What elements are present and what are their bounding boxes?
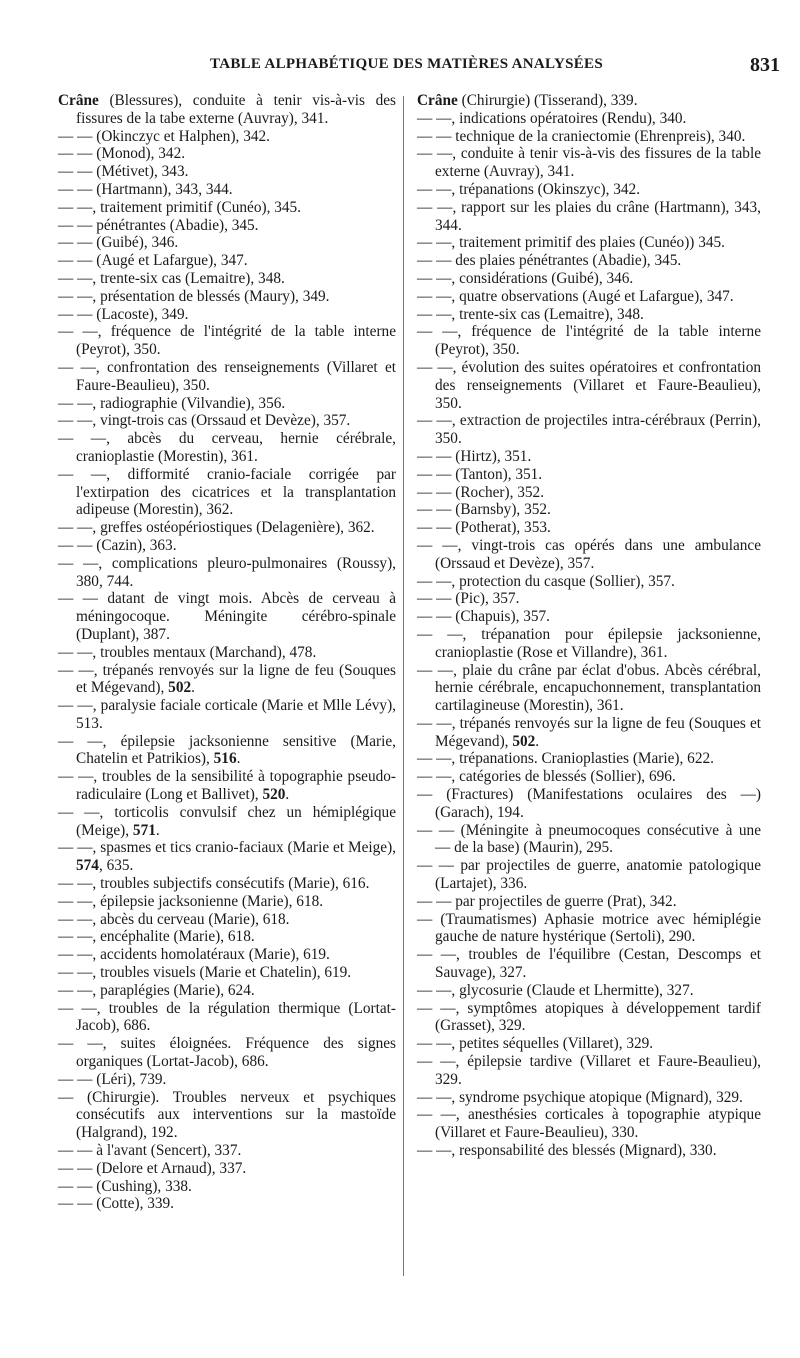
index-entry: — —, trépanations (Okinszyc), 342. bbox=[417, 180, 641, 198]
index-entry: — —, encéphalite (Marie), 618. bbox=[58, 928, 255, 946]
index-entry: — —, symptômes atopiques à développement tardif (Grasset), 329. bbox=[417, 999, 761, 1035]
index-entry: — —, trépanés renvoyés sur la ligne de feu (Souques et Mégevand), 502. bbox=[58, 661, 396, 697]
index-entry: — — (Chapuis), 357. bbox=[417, 608, 550, 626]
index-entry: — —, anesthésies corticales à topographie atypique (Villaret et Faure-Beaulieu), 330. bbox=[417, 1106, 761, 1142]
index-entry: — —, troubles de la sensibilité à topographie pseudo-radiculaire (Long et Ballivet), 520. bbox=[58, 768, 396, 804]
index-entry: — —, accidents homolatéraux (Marie), 619. bbox=[58, 946, 330, 964]
index-entry: — —, complications pleuro-pulmonaires (Roussy), 380, 744. bbox=[58, 554, 396, 590]
index-entry: — — des plaies pénétrantes (Abadie), 345. bbox=[417, 252, 682, 270]
header-title: TABLE ALPHABÉTIQUE DES MATIÈRES ANALYSÉES bbox=[210, 56, 603, 72]
index-entry: — —, abcès du cerveau, hernie cérébrale, cranioplastie (Morestin), 361. bbox=[58, 430, 396, 465]
index-entry: — —, quatre observations (Augé et Lafargue), 347. bbox=[417, 287, 734, 305]
index-entry: — —, troubles visuels (Marie et Chatelin), 619. bbox=[58, 964, 352, 982]
index-entry: — —, traitement primitif (Cunéo), 345. bbox=[58, 198, 302, 216]
index-entry: — —, trente-six cas (Lemaitre), 348. bbox=[58, 269, 285, 287]
left-column bbox=[58, 92, 396, 1213]
index-entry: — — par projectiles de guerre (Prat), 342. bbox=[417, 892, 677, 910]
right-column bbox=[417, 92, 761, 1160]
index-entry: — —, troubles de l'équilibre (Cestan, Descomps et Sauvage), 327. bbox=[417, 946, 761, 982]
index-entry: — — technique de la craniectomie (Ehrenpreis), 340. bbox=[417, 127, 746, 145]
index-entry: — —, traitement primitif des plaies (Cunéo)) 345. bbox=[417, 234, 725, 252]
index-entry: — —, suites éloignées. Fréquence des signes organiques (Lortat-Jacob), 686. bbox=[58, 1035, 396, 1071]
index-entry: — — (Augé et Lafargue), 347. bbox=[58, 252, 248, 270]
index-entry: — — pénétrantes (Abadie), 345. bbox=[58, 216, 259, 234]
index-entry: — — à l'avant (Sencert), 337. bbox=[58, 1142, 242, 1160]
index-entry: — —, paraplégies (Marie), 624. bbox=[58, 981, 255, 999]
running-header bbox=[60, 54, 780, 80]
index-entry: — —, abcès du cerveau (Marie), 618. bbox=[58, 910, 290, 928]
index-entry: — —, évolution des suites opératoires et confrontation des renseignements (Villaret et Faure-Beaulieu), 350. bbox=[417, 358, 761, 412]
index-entry: — — (Barnsby), 352. bbox=[417, 501, 551, 519]
index-entry: Crâne (Chirurgie) (Tisserand), 339. bbox=[417, 92, 638, 109]
index-entry: — —, extraction de projectiles intra-cérébraux (Perrin), 350. bbox=[417, 412, 761, 448]
index-entry: — —, paralysie faciale corticale (Marie et Mlle Lévy), 513. bbox=[58, 697, 396, 732]
index-entry: — — (Okinczyc et Halphen), 342. bbox=[58, 127, 270, 145]
index-entry: — — (Guibé), 346. bbox=[58, 234, 179, 252]
index-entry: — —, vingt-trois cas opérés dans une ambulance (Orssaud et Devèze), 357. bbox=[417, 536, 761, 572]
index-entry: — — (Tanton), 351. bbox=[417, 465, 543, 483]
index-entry: — — (Métivet), 343. bbox=[58, 163, 189, 181]
index-entry: — —, trépanations. Cranioplasties (Marie), 622. bbox=[417, 750, 714, 768]
column-divider bbox=[403, 96, 404, 1276]
index-entry: — — (Pic), 357. bbox=[417, 590, 520, 608]
index-entry: — —, troubles subjectifs consécutifs (Marie), 616. bbox=[58, 875, 370, 893]
index-entry: — —, catégories de blessés (Sollier), 696. bbox=[417, 768, 676, 786]
index-entry: — — (Potherat), 353. bbox=[417, 519, 551, 537]
index-entry: — —, fréquence de l'intégrité de la table interne (Peyrot), 350. bbox=[58, 323, 396, 359]
index-entry: — — (Léri), 739. bbox=[58, 1070, 167, 1088]
index-entry: — —, confrontation des renseignements (Villaret et Faure-Beaulieu), 350. bbox=[58, 358, 396, 394]
index-entry: — —, protection du casque (Sollier), 357. bbox=[417, 572, 675, 590]
index-entry: — —, syndrome psychique atopique (Mignard), 329. bbox=[417, 1088, 743, 1106]
index-entry: — —, trépanation pour épilepsie jacksonienne, cranioplastie (Rose et Villandre), 361. bbox=[417, 625, 761, 661]
index-entry: — — (Cushing), 338. bbox=[58, 1177, 192, 1195]
index-entry: — —, radiographie (Vilvandie), 356. bbox=[58, 394, 286, 412]
index-entry: — —, présentation de blessés (Maury), 349. bbox=[58, 287, 330, 305]
index-entry: — —, difformité cranio-faciale corrigée par l'extirpation des cicatrices et la transplantation adipeuse (Morestin), 362. bbox=[58, 465, 396, 519]
index-entry: — —, épilepsie jacksonienne sensitive (Marie, Chatelin et Patrikios), 516. bbox=[58, 732, 396, 768]
index-entry: — —, spasmes et tics cranio-faciaux (Marie et Meige), 574, 635. bbox=[58, 839, 396, 875]
index-entry: — —, troubles de la régulation thermique (Lortat-Jacob), 686. bbox=[58, 999, 396, 1035]
index-entry: — — (Monod), 342. bbox=[58, 145, 186, 163]
index-entry: — —, glycosurie (Claude et Lhermitte), 327. bbox=[417, 981, 694, 999]
index-entry: — —, fréquence de l'intégrité de la table interne (Peyrot), 350. bbox=[417, 323, 761, 359]
index-entry: — —, épilepsie tardive (Villaret et Faure-Beaulieu), 329. bbox=[417, 1053, 761, 1088]
index-entry: — —, considérations (Guibé), 346. bbox=[417, 269, 634, 287]
index-entry: — — (Hirtz), 351. bbox=[417, 447, 532, 465]
index-entry: — —, épilepsie jacksonienne (Marie), 618. bbox=[58, 892, 324, 910]
index-entry: — —, troubles mentaux (Marchand), 478. bbox=[58, 643, 317, 661]
index-entry: — (Traumatismes) Aphasie motrice avec hémiplégie gauche de nature hystérique (Sertoli), 290. bbox=[417, 910, 761, 946]
index-entry: — —, indications opératoires (Rendu), 340. bbox=[417, 109, 687, 127]
index-entry: — — (Hartmann), 343, 344. bbox=[58, 180, 233, 198]
index-entry: — —, petites séquelles (Villaret), 329. bbox=[417, 1035, 654, 1053]
index-entry: — — (Méningite à pneumocoques consécutive à une — de la base) (Maurin), 295. bbox=[417, 821, 761, 857]
index-entry: — —, trente-six cas (Lemaitre), 348. bbox=[417, 305, 644, 323]
index-entry: — — (Rocher), 352. bbox=[417, 483, 545, 501]
index-entry: — —, trépanés renvoyés sur la ligne de feu (Souques et Mégevand), 502. bbox=[417, 714, 761, 750]
index-entry: — —, responsabilité des blessés (Mignard), 330. bbox=[417, 1142, 717, 1160]
index-entry: — — (Lacoste), 349. bbox=[58, 305, 189, 323]
index-entry: — — par projectiles de guerre, anatomie patologique (Lartajet), 336. bbox=[417, 857, 761, 893]
index-entry: — —, vingt-trois cas (Orssaud et Devèze), 357. bbox=[58, 412, 351, 430]
index-entry: — (Chirurgie). Troubles nerveux et psychiques consécutifs aux interventions sur la mastoïde (Halgrand), 192. bbox=[58, 1088, 396, 1142]
index-entry: — —, rapport sur les plaies du crâne (Hartmann), 343, 344. bbox=[417, 198, 761, 234]
index-entry: — —, conduite à tenir vis-à-vis des fissures de la table externe (Auvray), 341. bbox=[417, 145, 761, 181]
index-entry: — —, greffes ostéopériostiques (Delagenière), 362. bbox=[58, 519, 375, 537]
index-entry: — — datant de vingt mois. Abcès de cerveau à méningocoque. Méningite cérébro-spinale (Duplant), 387. bbox=[58, 590, 396, 643]
index-entry: Crâne (Blessures), conduite à tenir vis-à-vis des fissures de la tabe externe (Auvray), 341. bbox=[58, 92, 396, 127]
index-entry: — (Fractures) (Manifestations oculaires des —) (Garach), 194. bbox=[417, 786, 761, 821]
page-number: 831 bbox=[750, 54, 780, 76]
index-entry: — —, plaie du crâne par éclat d'obus. Abcès cérébral, hernie cérébrale, encapuchonnement, transplantation cartilagineuse (Morestin), 361. bbox=[417, 661, 761, 715]
index-entry: — — (Cazin), 363. bbox=[58, 536, 177, 554]
index-entry: — — (Delore et Arnaud), 337. bbox=[58, 1159, 247, 1177]
index-entry: — — (Cotte), 339. bbox=[58, 1195, 174, 1213]
index-entry: — —, torticolis convulsif chez un hémiplégique (Meige), 571. bbox=[58, 803, 396, 839]
